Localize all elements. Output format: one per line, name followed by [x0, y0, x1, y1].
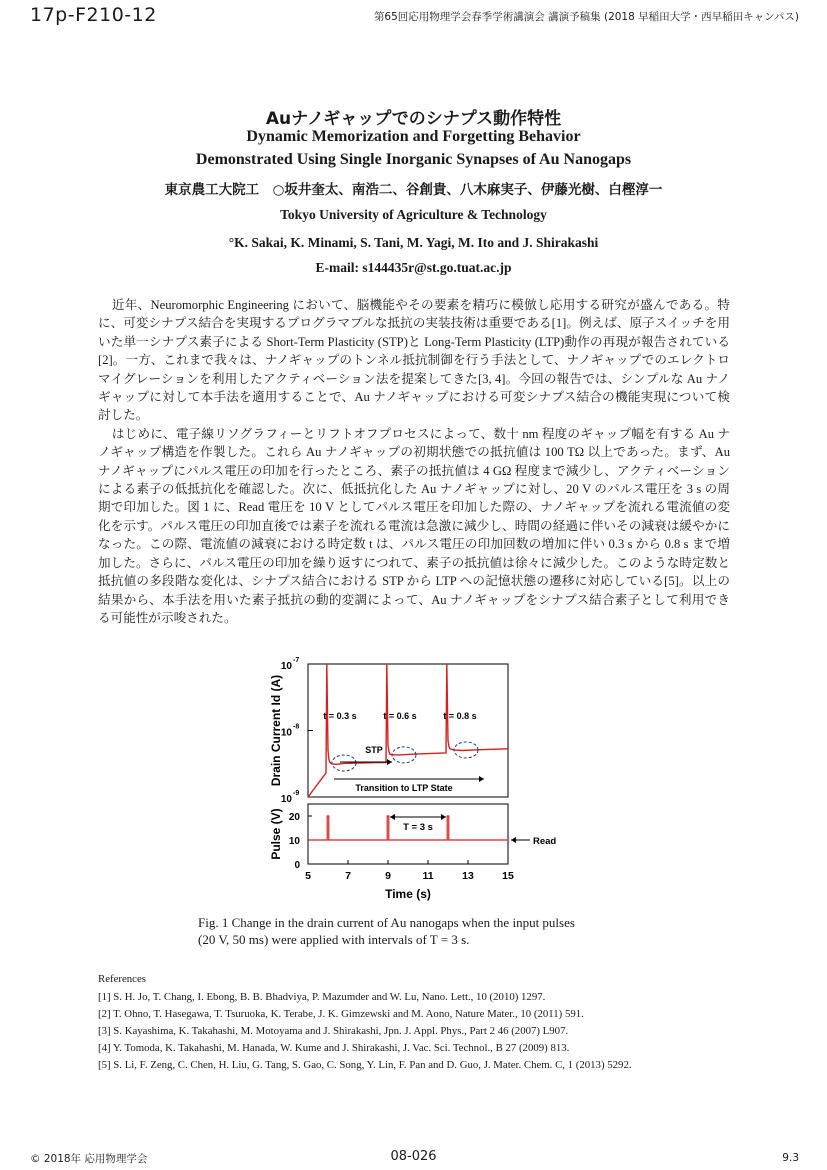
- reference-item: [3] S. Kayashima, K. Takahashi, M. Motoyama and J. Shirakashi, Jpn. J. Appl. Phys., Part 2 46 (2007) L907.: [98, 1025, 569, 1037]
- authors-japanese: 東京農工大院工 ○坂井奎太、南浩二、谷創貴、八木麻実子、伊藤光樹、白樫淳一: [164, 182, 663, 198]
- page-number: 9.3: [782, 1152, 799, 1164]
- period-arrow-head-left: [390, 814, 395, 820]
- period-arrow-head-right: [441, 814, 446, 820]
- ltp-label: Transition to LTP State: [355, 783, 453, 793]
- title-english-line1: Dynamic Memorization and Forgetting Behavior: [246, 128, 581, 145]
- y-tick-label: 10: [280, 727, 292, 739]
- y-axis-label-bottom: Pulse (V): [269, 808, 283, 860]
- body-text: [98, 296, 730, 627]
- conference-header: 第65回応用物理学会春季学術講演会 講演予稿集 (2018 早稲田大学・西早稲田キャンパス): [373, 11, 799, 23]
- title-japanese: Auナノギャップでのシナプス動作特性: [265, 109, 562, 129]
- y-tick-label: 0: [294, 860, 300, 871]
- caption-line-1: Fig. 1 Change in the drain current of Au nanogaps when the input pulses: [198, 915, 575, 930]
- reference-item: [4] Y. Tomoda, K. Takahashi, M. Hanada, W. Kume and J. Shirakashi, J. Vac. Sci. Technol., B 27 (2009) 813.: [98, 1042, 570, 1054]
- authors-english: °K. Sakai, K. Minami, S. Tani, M. Yagi, M. Ito and J. Shirakashi: [228, 235, 599, 250]
- references: [98, 971, 778, 1074]
- x-tick-label: 5: [305, 870, 311, 882]
- y-axis-label-top: Drain Current Id (A): [269, 674, 283, 787]
- reference-item: [5] S. Li, F. Zeng, C. Chen, H. Liu, G. Tang, S. Gao, C. Song, Y. Lin, F. Pan and D. Guo, J. Mater. Chem. C, 1 (2013) 5292.: [98, 1059, 632, 1071]
- figure-caption: [198, 914, 658, 948]
- body-paragraph-2: はじめに、電子線リソグラフィーとリフトオフプロセスによって、数十 nm 程度のギャップ幅を有する Au ナノギャップ構造を作製した。これら Au ナノギャップの初期状態での抵抗値は 100 TΩ 以上であった。まず、Au ナノギャップにパルス電圧の印加を行ったところ、素子の抵抗値は 4 GΩ 程度まで減少し、アクティベーションによる素子の低抵抗化を確認した。次に、低抵抗化した Au ナノギャップに対し、20 V のパルス電圧を 3 s の周期で印加した。図 1 に、Read 電圧を 10 V としてパルス電圧を印加した際の、ナノギャップを流れる電流値の変化を示す。パルス電圧の印加直後では素子を流れる電流は急激に減少し、時間の経過に伴いその減衰は緩やかになった。この際、電流値の減衰における時定数 t は、パルス電圧の印加回数の増加に伴い 0.3 s から 0.8 s まで増加した。さらに、パルス電圧の印加を繰り返すにつれて、素子の抵抗値は徐々に減少した。このような時定数と抵抗値の多段階な変化は、シナプス結合における STP から LTP への記憶状態の遷移に対応している[5]。以上の結果から、本手法を用いた素子抵抗の動的変調によって、Au ナノギャップをシナプス結合素子として利用できる可能性が示唆された。: [98, 426, 730, 625]
- time-constant-label: t = 0.3 s: [323, 711, 357, 721]
- reference-item: [1] S. H. Jo, T. Chang, I. Ebong, B. B. Bhadviya, P. Mazumder and W. Lu, Nano. Lett., 10 (2010) 1297.: [98, 991, 546, 1003]
- x-tick-label: 7: [345, 870, 351, 882]
- x-axis-label: Time (s): [385, 887, 431, 901]
- copyright: © 2018年 応用物理学会: [30, 1153, 148, 1165]
- drain-current-line: [308, 664, 508, 797]
- reference-item: [2] T. Ohno, T. Hasegawa, T. Tsuruoka, K. Terabe, J. K. Gimzewski and M. Aono, Nature Mater., 10 (2011) 591.: [98, 1008, 584, 1020]
- stp-arrow-head: [387, 759, 392, 765]
- y-tick-label: 10: [280, 794, 292, 805]
- ltp-arrow-head: [479, 776, 484, 782]
- page-id: 17p-F210-12: [30, 4, 157, 26]
- title-english-line2: Demonstrated Using Single Inorganic Synapses of Au Nanogaps: [195, 151, 632, 168]
- affiliation-english: Tokyo University of Agriculture & Technology: [280, 207, 547, 222]
- top-panel-frame: [308, 664, 508, 797]
- caption-line-2: (20 V, 50 ms) were applied with intervals of T = 3 s.: [198, 932, 470, 947]
- reference-list: [98, 989, 778, 1074]
- x-tick-label: 9: [385, 870, 391, 882]
- stp-label: STP: [365, 745, 383, 755]
- read-label: Read: [533, 836, 557, 847]
- y-tick-exponent: -7: [293, 657, 300, 664]
- references-heading: References: [98, 973, 146, 985]
- page-code: 08-026: [390, 1149, 437, 1164]
- email: E-mail: s144435r@st.go.tuat.ac.jp: [315, 260, 512, 275]
- bottom-panel-frame: [308, 804, 508, 864]
- x-tick-label: 13: [462, 870, 474, 882]
- y-tick-exponent: -8: [293, 723, 300, 731]
- y-tick-exponent: -9: [293, 790, 300, 797]
- y-tick-label: 20: [288, 812, 300, 823]
- read-arrow-head: [511, 837, 516, 843]
- x-tick-label: 11: [422, 870, 434, 882]
- x-tick-label: 15: [502, 870, 514, 882]
- period-label: T = 3 s: [403, 822, 433, 833]
- body-paragraph-1: 近年、Neuromorphic Engineering において、脳機能やその要素を精巧に模倣し応用する研究が盛んである。特に、可変シナプス結合を実現するプログラマブルな抵抗の実装技術は重要である[1]。例えば、原子スイッチを用いた単一シナプス素子による Short-Term Plasticity (STP)と Long-Term Plasticity (LTP)動作の再現が報告されている[2]。一方、これまで我々は、ナノギャップのトンネル抵抗制御を行う手法として、ナノギャップでのエレクトロマイグレーションを利用したアクティベーション法を提案してきた[3, 4]。今回の報告では、シンプルな Au ナノギャップに対して本手法を適用することで、Au ナノギャップにおける可変シナプス結合の機能実現について検討した。: [98, 298, 730, 423]
- time-constant-label: t = 0.6 s: [383, 711, 417, 721]
- time-constant-label: t = 0.8 s: [443, 711, 477, 721]
- y-tick-label: 10: [280, 661, 292, 672]
- figure-chart: [265, 654, 565, 904]
- y-tick-label: 10: [288, 836, 300, 847]
